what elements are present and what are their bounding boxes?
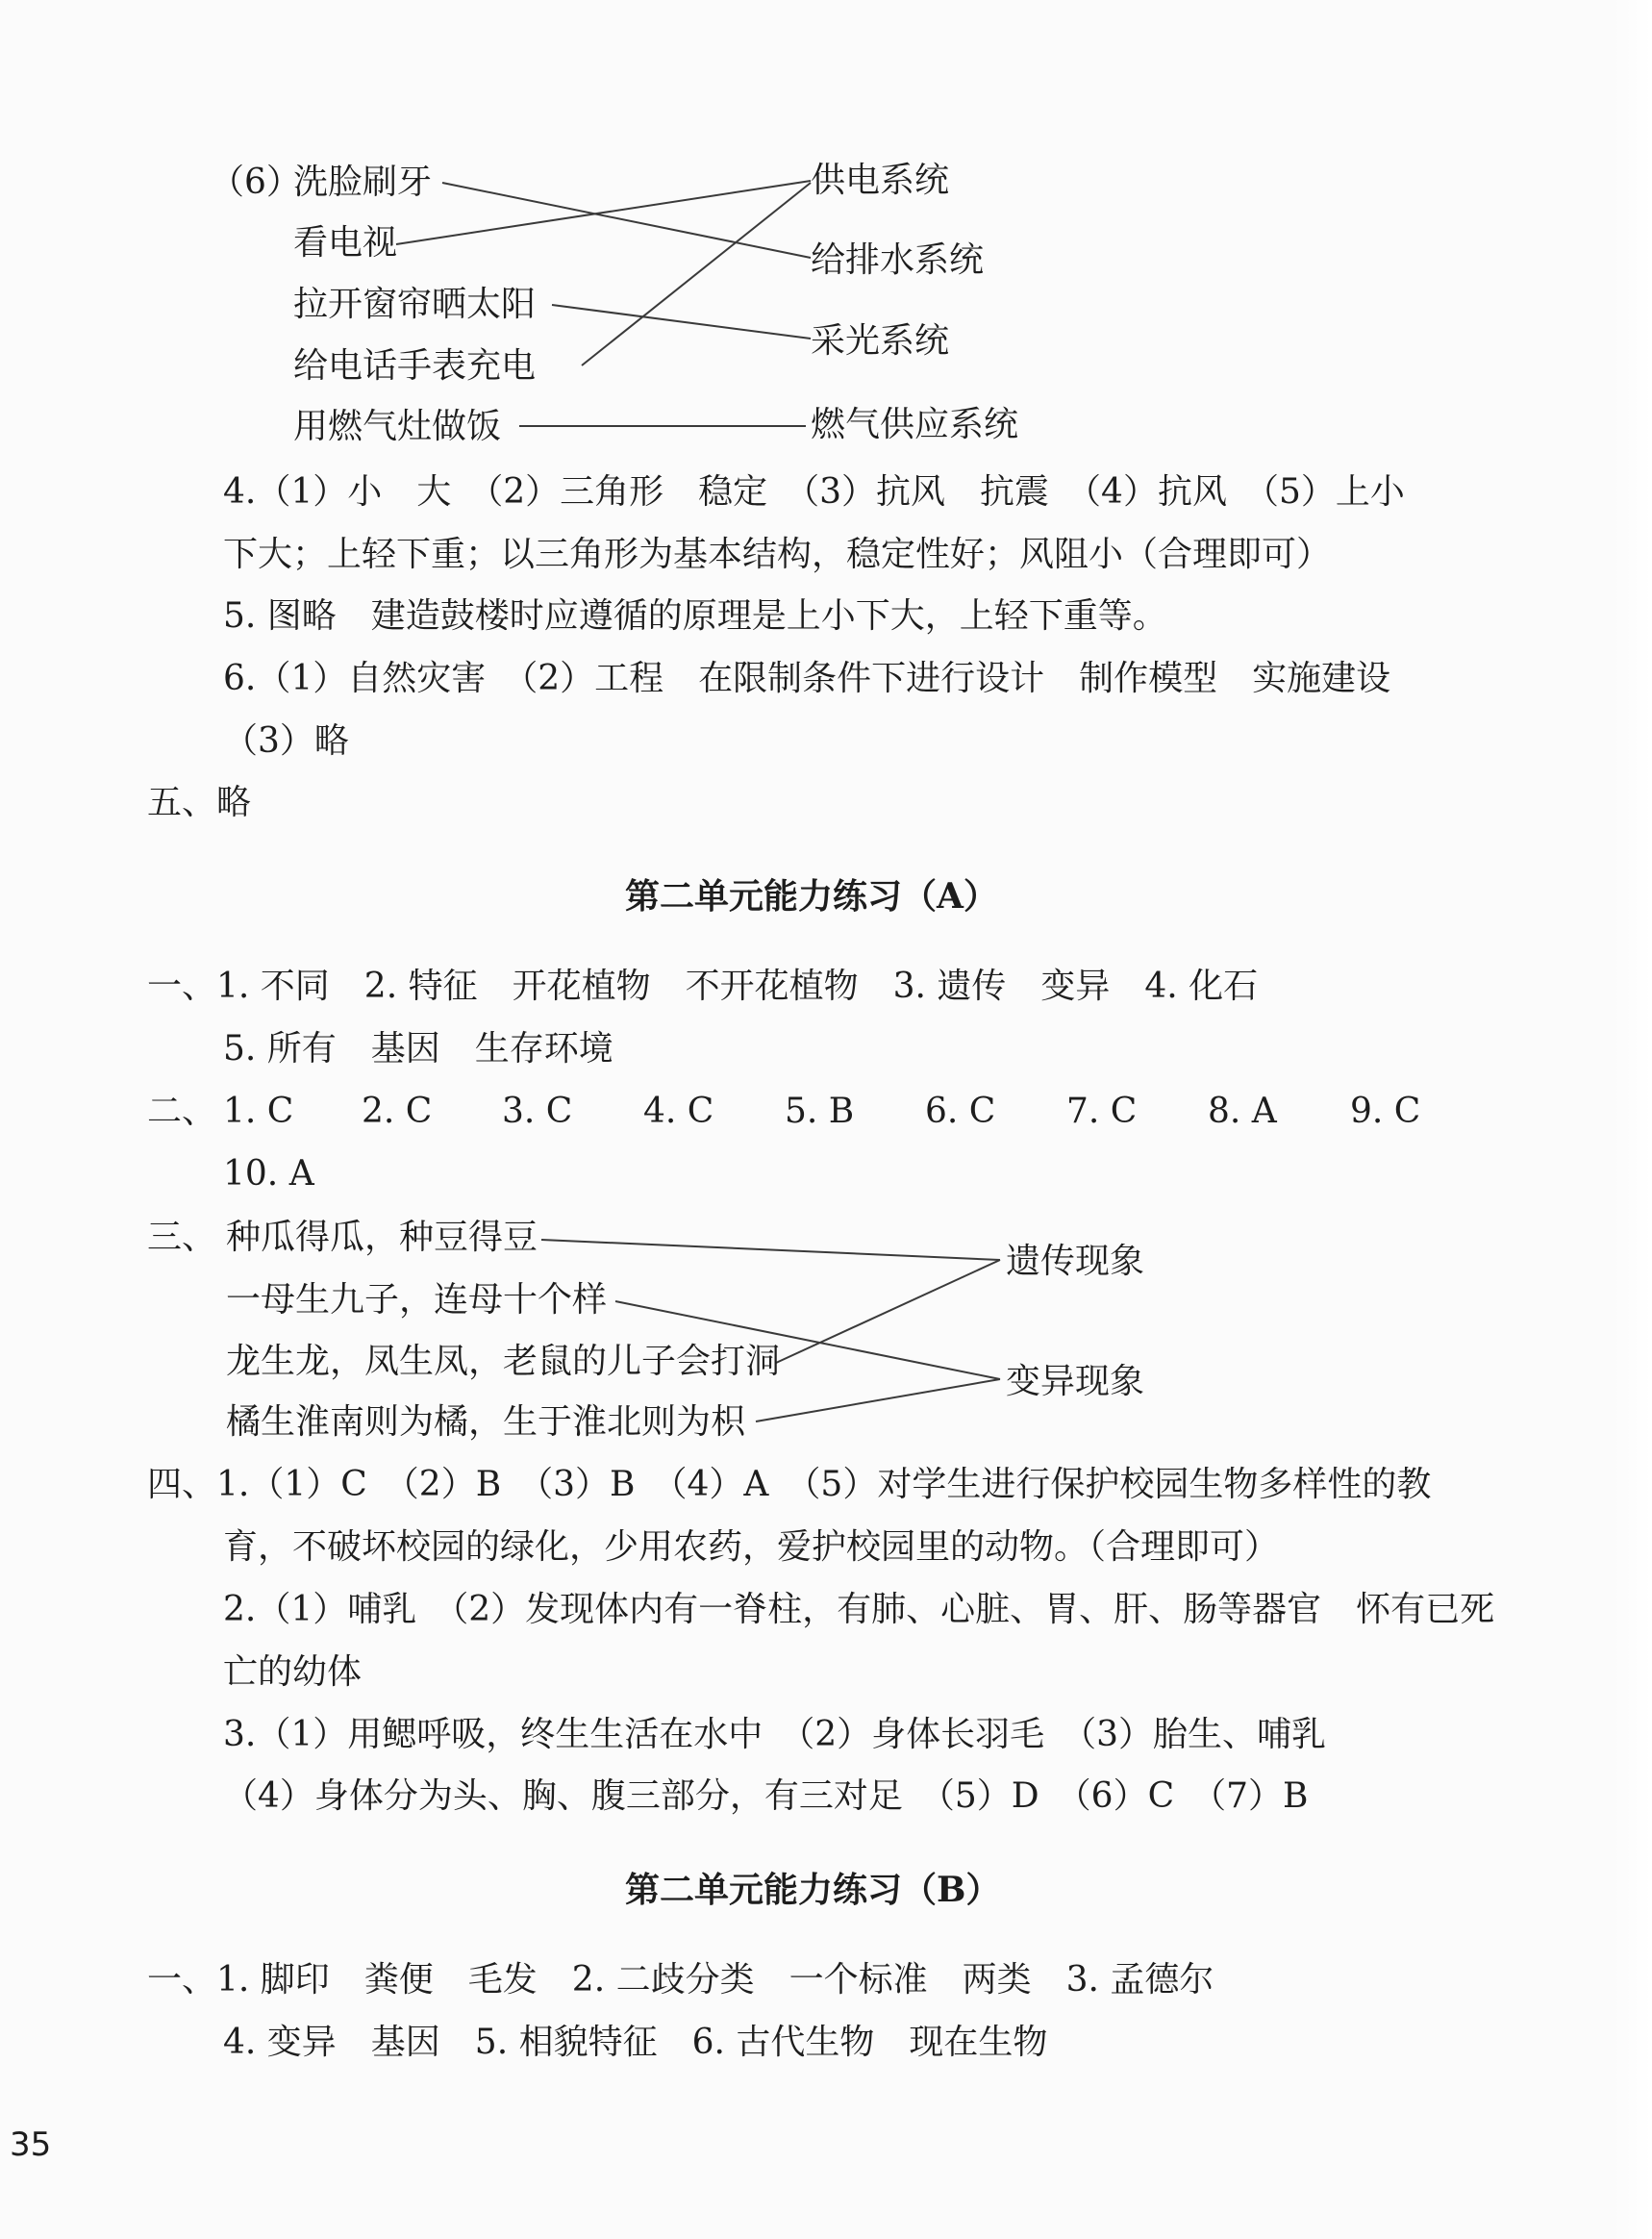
s6-line-2 [396, 181, 811, 244]
unit-a-p1-line-1: 一、1. 不同 2. 特征 开花植物 不开花植物 3. 遗传 变异 4. 化石 [147, 967, 1259, 1006]
part5-line: 五、略 [147, 783, 252, 822]
unit-a-p3-left-1: 种瓜得瓜，种豆得豆 [226, 1218, 538, 1257]
s6-right-3: 采光系统 [811, 321, 950, 361]
s6-left-2: 看电视 [293, 223, 398, 263]
p3-line-4 [756, 1379, 1000, 1421]
page-number: 35 [10, 2126, 52, 2164]
q5-line: 5. 图略 建造鼓楼时应遵循的原理是上小下大，上轻下重等。 [223, 596, 1167, 636]
q6-line-1: 6.（1）自然灾害 （2）工程 在限制条件下进行设计 制作模型 实施建设 [223, 659, 1391, 698]
unit-b-title: 第二单元能力练习（B） [625, 1870, 1001, 1910]
unit-a-p3-left-2: 一母生九子，连母十个样 [226, 1280, 608, 1320]
s6-left-1: 洗脸刷牙 [293, 163, 433, 202]
unit-a-p3-right-2: 变异现象 [1006, 1362, 1145, 1401]
s6-number: （6） [210, 163, 301, 202]
unit-a-p4-line-6: （4）身体分为头、胸、腹三部分，有三对足 （5）D （6）C （7）B [223, 1776, 1309, 1816]
unit-b-p1-line-1: 一、1. 脚印 粪便 毛发 2. 二歧分类 一个标准 两类 3. 孟德尔 [147, 1960, 1214, 2000]
s6-line-3 [552, 305, 811, 339]
p3-line-1 [541, 1240, 1000, 1260]
p3-line-3 [776, 1260, 1000, 1363]
unit-a-p2-line-2: 10. A [223, 1154, 314, 1194]
unit-a-p2-answer-3: 3. C [502, 1092, 573, 1131]
unit-a-title: 第二单元能力练习（A） [625, 876, 998, 917]
unit-a-p2-answer-7: 7. C [1066, 1092, 1138, 1131]
s6-right-2: 给排水系统 [811, 240, 985, 280]
unit-a-p4-line-2: 育，不破坏校园的绿化，少用农药，爱护校园里的动物。（合理即可） [223, 1527, 1280, 1567]
unit-a-p4-line-5: 3.（1）用鳃呼吸，终生生活在水中 （2）身体长羽毛 （3）胎生、哺乳 [223, 1715, 1327, 1754]
s6-right-1: 供电系统 [811, 161, 950, 200]
unit-a-p2-answer-6: 6. C [925, 1092, 996, 1131]
unit-a-p2-answer-4: 4. C [643, 1092, 714, 1131]
unit-a-p2-label: 二、 [147, 1092, 217, 1131]
unit-a-p4-line-3: 2.（1）哺乳 （2）发现体内有一脊柱，有肺、心脏、胃、肝、肠等器官 怀有已死 [223, 1590, 1495, 1629]
unit-a-p2-answer-2: 2. C [362, 1092, 433, 1131]
unit-a-p2-answer-5: 5. B [785, 1092, 855, 1131]
unit-a-p1-line-2: 5. 所有 基因 生存环境 [223, 1029, 613, 1069]
unit-a-p3-left-4: 橘生淮南则为橘，生于淮北则为枳 [226, 1402, 746, 1442]
unit-a-p3-left-3: 龙生龙，凤生凤，老鼠的儿子会打洞 [226, 1342, 781, 1381]
unit-a-p2-answer-9: 9. C [1350, 1092, 1421, 1131]
s6-right-4: 燃气供应系统 [811, 405, 1019, 444]
s6-left-4: 给电话手表充电 [293, 346, 537, 386]
unit-a-p2-answer-8: 8. A [1208, 1092, 1277, 1131]
unit-a-p3-label: 三、 [147, 1218, 217, 1257]
unit-a-p4-line-1: 四、1.（1）C （2）B （3）B （4）A （5）对学生进行保护校园生物多样性的教 [147, 1465, 1432, 1504]
s6-line-1 [442, 183, 811, 258]
unit-a-p2-answer-1: 1. C [223, 1092, 294, 1131]
unit-a-p3-right-1: 遗传现象 [1006, 1242, 1145, 1281]
q6-line-2: （3）略 [223, 721, 349, 761]
s6-left-3: 拉开窗帘晒太阳 [293, 285, 537, 324]
q4-line-2: 下大；上轻下重；以三角形为基本结构，稳定性好；风阻小（合理即可） [223, 535, 1332, 574]
q4-line-1: 4.（1）小 大 （2）三角形 稳定 （3）抗风 抗震 （4）抗风 （5）上小 [223, 472, 1405, 512]
s6-left-5: 用燃气灶做饭 [293, 407, 502, 446]
unit-b-p1-line-2: 4. 变异 基因 5. 相貌特征 6. 古代生物 现在生物 [223, 2023, 1048, 2062]
unit-a-p4-line-4: 亡的幼体 [223, 1652, 363, 1692]
